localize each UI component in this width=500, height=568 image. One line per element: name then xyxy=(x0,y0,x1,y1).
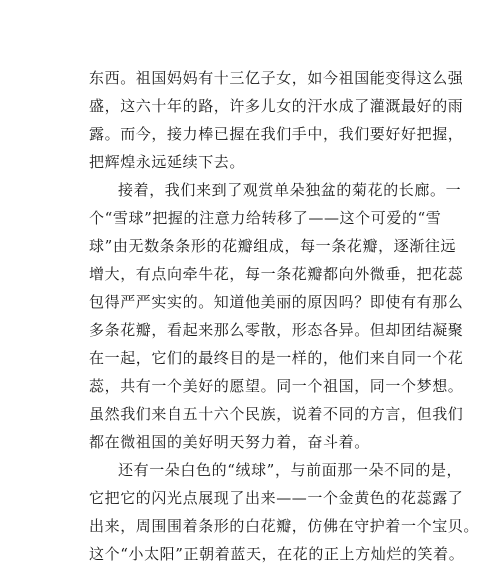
text-line: 个“雪球”把握的注意力给转移了——这个可爱的“雪 xyxy=(89,209,442,227)
text-line: 在一起，它们的最终目的是一样的，他们来自同一个花 xyxy=(89,349,464,367)
text-line: 都在微祖国的美好明天努力着，奋斗着。 xyxy=(89,433,370,451)
text-line: 球”由无数条条形的花瓣组成，每一条花瓣，逐渐往远 xyxy=(89,237,457,255)
text-line: 把辉煌永远延续下去。 xyxy=(89,153,246,171)
text-line: 这个“小太阳”正朝着蓝天，在花的正上方灿烂的笑着。 xyxy=(89,545,465,563)
text-line: 出来，周围围着条形的白花瓣，仿佛在守护着一个宝贝。 xyxy=(89,517,480,535)
text-line: 包得严严实实的。知道他美丽的原因吗？即使有有那么 xyxy=(89,293,464,311)
text-line: 增大，有点向牵牛花，每一条花瓣都向外微垂，把花蕊 xyxy=(89,265,464,283)
text-line: 多条花瓣，看起来那么零散，形态各异。但却团结凝聚 xyxy=(89,321,464,339)
text-line: 虽然我们来自五十六个民族，说着不同的方言，但我们 xyxy=(89,405,464,423)
text-line: 接着，我们来到了观赏单朵独盆的菊花的长廊。一 xyxy=(118,181,462,199)
text-line: 蕊，共有一个美好的愿望。同一个祖国，同一个梦想。 xyxy=(89,377,464,395)
text-line: 盛，这六十年的路，许多儿女的汗水成了灌溉最好的雨 xyxy=(89,97,464,115)
text-line: 它把它的闪光点展现了出来——一个金黄色的花蕊露了 xyxy=(89,489,464,507)
text-line: 露。而今，接力棒已握在我们手中，我们要好好把握， xyxy=(89,125,464,143)
text-line: 东西。祖国妈妈有十三亿子女，如今祖国能变得这么强 xyxy=(89,69,464,87)
text-line: 还有一朵白色的“绒球”，与前面那一朵不同的是， xyxy=(118,461,463,479)
